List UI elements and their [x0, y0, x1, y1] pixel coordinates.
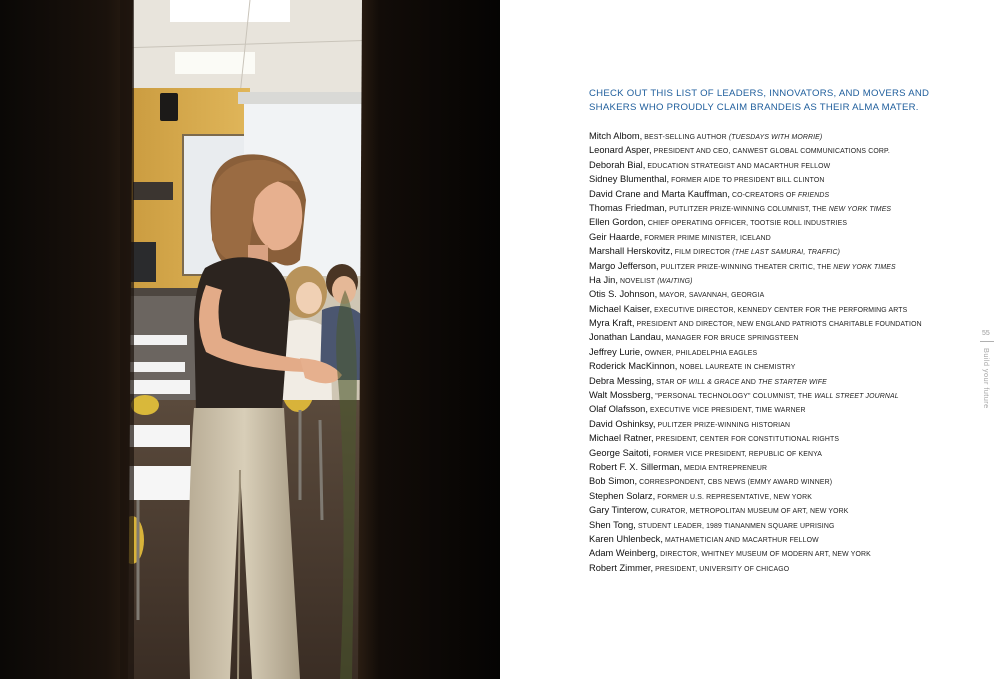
alumni-description [669, 177, 824, 184]
alumni-description-title: FRIENDS [797, 191, 830, 199]
alumni-name: Bob Simon, [589, 476, 638, 487]
alumni-name: Leonard Asper, [589, 145, 652, 156]
alumni-entry [589, 301, 984, 315]
alumni-description-title: WALL STREET JOURNAL [814, 393, 899, 401]
alumni-name: David Crane and Marta Kauffman, [589, 188, 730, 199]
alumni-entry [589, 315, 984, 329]
alumni-description-text: FORMER VICE PRESIDENT, REPUBLIC OF KENYA [651, 450, 823, 458]
alumni-description-text: THE [812, 205, 829, 213]
alumni-name: Myra Kraft, [589, 318, 635, 329]
alumni-entry [589, 401, 984, 415]
alumni-description [642, 235, 771, 242]
alumni-name: Michael Ratner, [589, 433, 654, 444]
alumni-description [730, 192, 829, 199]
alumni-description-text: BEST-SELLING AUTHOR [642, 134, 729, 141]
alumni-description-text: PRESIDENT AND DIRECTOR, NEW ENGLAND PATRIOTS CHARITABLE FOUNDATION [634, 321, 922, 329]
alumni-name: Otis S. Johnson, [589, 289, 658, 300]
alumni-description-title: NEW YORK TIMES [828, 205, 892, 213]
alumni-description [643, 350, 758, 357]
page-number-rule [980, 341, 994, 342]
alumni-description [652, 148, 890, 155]
alumni-description [663, 335, 798, 342]
alumni-description [659, 264, 896, 271]
alumni-description-text: MANAGER FOR BRUCE SPRINGSTEEN [663, 335, 799, 343]
alumni-description [642, 134, 822, 141]
alumni-description-text: PULITZER PRIZE-WINNING THEATER CRITIC, THE [658, 263, 834, 271]
alumni-description [653, 393, 899, 400]
alumni-entry [589, 430, 984, 444]
alumni-description-text: CO-CREATORS OF [729, 191, 798, 199]
alumni-description [645, 163, 830, 170]
alumni-description-text: DIRECTOR, WHITNEY MUSEUM OF MODERN ART, NEW YORK [658, 551, 871, 559]
alumni-description [673, 249, 840, 256]
alumni-name: Walt Mossberg, [589, 390, 654, 401]
alumni-description-text: FORMER AIDE TO PRESIDENT BILL CLINTON [669, 177, 825, 185]
alumni-description-text: PRESIDENT, CENTER FOR CONSTITUTIONAL RIGHTS [653, 436, 840, 444]
alumni-entry [589, 229, 984, 243]
alumni-description-text: EDUCATION STRATEGIST AND MACARTHUR FELLOW [645, 162, 831, 170]
alumni-description [677, 364, 795, 371]
alumni-description [667, 206, 891, 213]
text-page [500, 0, 1000, 679]
alumni-description [658, 551, 871, 558]
alumni-description-text: EXECUTIVE VICE PRESIDENT, TIME WARNER [647, 407, 806, 415]
alumni-entry [589, 286, 984, 300]
alumni-description-title: WILL & GRACE [688, 378, 740, 386]
alumni-description-text: "PERSONAL TECHNOLOGY" COLUMNIST, THE [653, 393, 815, 401]
alumni-list [589, 128, 984, 574]
alumni-name: Olaf Olafsson, [589, 404, 648, 415]
alumni-description-text: CHIEF OPERATING OFFICER, TOOTSIE ROLL INDUSTRIES [645, 220, 848, 228]
alumni-name: Roderick MacKinnon, [589, 361, 678, 372]
student-desk [125, 380, 190, 394]
alumni-description [652, 307, 907, 314]
alumni-name: George Saitoti, [589, 447, 652, 458]
alumni-entry [589, 272, 984, 286]
alumni-description-text: FILM DIRECTOR [672, 249, 733, 257]
alumni-description [655, 422, 790, 429]
alumni-description [649, 508, 849, 515]
alumni-name: Robert F. X. Sillerman, [589, 461, 683, 472]
alumni-description-text: PUTLITZER PRIZE-WINNING COLUMNIST, [667, 205, 813, 213]
alumni-description [636, 523, 835, 530]
alumni-entry [589, 344, 984, 358]
speaker [160, 93, 178, 121]
alumni-description-text: AND [739, 378, 759, 386]
alumni-description-text: PRESIDENT AND CEO, CANWEST GLOBAL COMMUNICATIONS CORP. [651, 148, 890, 156]
alumni-entry [589, 387, 984, 401]
alumni-description [651, 451, 822, 458]
alumni-description-text: FORMER PRIME MINISTER, ICELAND [642, 234, 771, 242]
alumni-entry [589, 358, 984, 372]
alumni-name: Deborah Bial, [589, 159, 646, 170]
projector-screen-case [238, 92, 368, 104]
alumni-name: Adam Weinberg, [589, 548, 659, 559]
alumni-description-title: NEW YORK TIMES [833, 263, 896, 271]
alumni-entry [589, 502, 984, 516]
alumni-description-text: FORMER U.S. REPRESENTATIVE, NEW YORK [655, 493, 812, 501]
alumni-entry [589, 329, 984, 343]
alumni-description-text: CORRESPONDENT, CBS NEWS (EMMY AWARD WINNER) [637, 479, 833, 487]
alumni-entry [589, 157, 984, 171]
page-number: 55 [982, 330, 990, 337]
alumni-description [682, 465, 767, 472]
alumni-entry [589, 531, 984, 545]
alumni-description [655, 494, 812, 501]
wall-sign [133, 182, 173, 200]
alumni-name: Sidney Blumenthal, [589, 174, 670, 185]
alumni-description [648, 407, 806, 414]
ceiling-light [170, 0, 290, 22]
alumni-entry [589, 373, 984, 387]
alumni-description [653, 566, 789, 573]
alumni-entry [589, 128, 984, 142]
alumni-name: Shen Tong, [589, 519, 636, 530]
alumni-description-title: (WAITING) [657, 277, 693, 285]
alumni-entry [589, 243, 984, 257]
alumni-description [654, 436, 840, 443]
alumni-name: Ellen Gordon, [589, 217, 646, 228]
alumni-description-text: PRESIDENT, UNIVERSITY OF CHICAGO [653, 565, 790, 573]
door-frame-left [0, 0, 133, 679]
alumni-description-text: MEDIA ENTREPRENEUR [682, 464, 768, 472]
alumni-description-text: NOBEL LAUREATE IN CHEMISTRY [677, 364, 796, 372]
alumni-description [646, 220, 847, 227]
alumni-entry [589, 200, 984, 214]
student-desk [125, 335, 187, 345]
alumni-description-text: CURATOR, METROPOLITAN MUSEUM OF ART, NEW YORK [648, 508, 849, 516]
alumni-entry [589, 473, 984, 487]
alumni-name: Margo Jefferson, [589, 260, 659, 271]
alumni-entry [589, 445, 984, 459]
alumni-description [634, 321, 921, 328]
alumni-description-text: OWNER, PHILADELPHIA EAGLES [642, 349, 758, 357]
alumni-description-text: MAYOR, SAVANNAH, GEORGIA [657, 292, 765, 300]
alumni-entry [589, 171, 984, 185]
alumni-entry [589, 142, 984, 156]
alumni-name: Mitch Albom, [589, 131, 643, 141]
alumni-entry [589, 488, 984, 502]
alumni-description-text: STAR OF [654, 378, 689, 386]
alumni-name: Robert Zimmer, [589, 562, 654, 573]
alumni-description-text: NOVELIST [617, 277, 658, 285]
alumni-name: Jonathan Landau, [589, 332, 664, 343]
alumni-description-text: PULITZER PRIZE-WINNING HISTORIAN [655, 421, 791, 429]
alumni-name: Marshall Herskovitz, [589, 246, 673, 257]
alumni-name: Geir Haarde, [589, 231, 643, 242]
alumni-description [663, 537, 819, 544]
alumni-name: Stephen Solarz, [589, 490, 656, 501]
alumni-description-title: (TUESDAYS WITH MORRIE) [728, 134, 823, 141]
alumni-name: Jeffrey Lurie, [589, 346, 643, 357]
alumni-name: David Oshinksy, [589, 418, 656, 429]
alumni-description-title: (THE LAST SAMURAI, TRAFFIC) [732, 249, 841, 257]
alumni-entry [589, 517, 984, 531]
alumni-description-title: THE STARTER WIFE [758, 378, 827, 386]
alumni-entry [589, 560, 984, 574]
alumni-description-text: EXECUTIVE DIRECTOR, KENNEDY CENTER FOR THE PERFORMING ARTS [652, 306, 908, 314]
alumni-name: Karen Uhlenbeck, [589, 533, 663, 544]
alumni-description-text: MATHAMETICIAN AND MACARTHUR FELLOW [662, 536, 819, 544]
alumni-entry [589, 545, 984, 559]
alumni-name: Gary Tinterow, [589, 505, 649, 516]
door-frame-right [358, 0, 500, 679]
alumni-name: Ha Jin, [589, 274, 618, 285]
alumni-description-text: STUDENT LEADER, 1989 TIANANMEN SQUARE UPRISING [635, 522, 835, 530]
alumni-entry [589, 258, 984, 272]
alumni-entry [589, 459, 984, 473]
alumni-name: Michael Kaiser, [589, 303, 653, 314]
alumni-entry [589, 416, 984, 430]
alumni-description [657, 292, 764, 299]
alumni-name: Thomas Friedman, [589, 202, 668, 213]
running-title: Build your future [982, 348, 991, 409]
alumni-description [654, 379, 827, 386]
alumni-description [618, 278, 693, 285]
intro-heading: CHECK OUT THIS LIST OF LEADERS, INNOVATORS, AND MOVERS AND SHAKERS WHO PROUDLY CLAIM BRANDEIS AS THEIR ALMA MATER. [589, 88, 930, 113]
alumni-name: Debra Messing, [589, 375, 655, 386]
alumni-description [637, 479, 832, 486]
alumni-entry [589, 214, 984, 228]
alumni-entry [589, 186, 984, 200]
yellow-chair [131, 395, 159, 415]
